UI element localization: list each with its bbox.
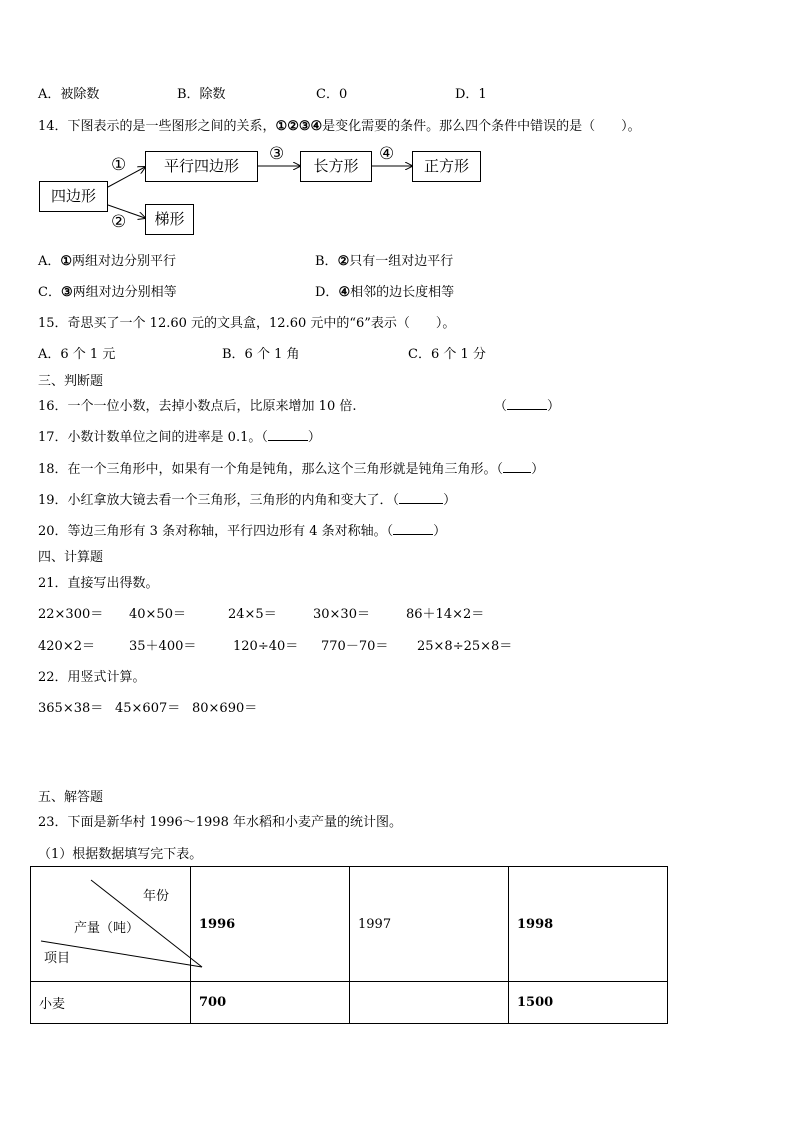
q15-option-c: C．6 个 1 分 [408, 347, 486, 362]
q21-r2-3: 120÷40＝ [233, 639, 299, 654]
box-square: 正方形 [412, 151, 481, 182]
q15-option-b: B．6 个 1 角 [222, 347, 300, 362]
q14-option-a-text: 两组对边分别平行 [72, 254, 177, 269]
q23-stem: 23．下面是新华村 1996～1998 年水稻和小麦产量的统计图。 [38, 815, 402, 830]
q21-r2-5: 25×8÷25×8＝ [417, 639, 513, 654]
table-row-label-wheat: 小麦 [31, 982, 191, 1024]
q18 [38, 458, 544, 477]
table-cell-wheat-1996: 700 [191, 982, 350, 1024]
q21-r2-4: 770－70＝ [321, 639, 389, 654]
q14-option-a [38, 250, 176, 269]
q21-r2-1: 420×2＝ [38, 639, 95, 654]
mark-3: ③ [269, 144, 285, 164]
q21-r1-2: 40×50＝ [129, 607, 186, 622]
table-cell-wheat-1998: 1500 [509, 982, 668, 1024]
q14-option-b-circle: ② [337, 254, 350, 269]
q16-paren-close: ） [547, 399, 561, 414]
q21-r2-2: 35＋400＝ [129, 639, 197, 654]
q19 [38, 489, 456, 508]
q14-option-a-letter: A． [38, 254, 61, 269]
section-5-heading: 五、解答题 [38, 790, 104, 805]
q16-text: 16．一个一位小数，去掉小数点后，比原来增加 10 倍. [38, 399, 357, 414]
q21-r1-4: 30×30＝ [313, 607, 370, 622]
q22-item-1: 365×38＝ [38, 701, 104, 716]
q18-blank[interactable] [503, 472, 531, 473]
q14-option-b [315, 250, 453, 269]
q16-blank[interactable] [507, 409, 547, 410]
q19-blank[interactable] [399, 503, 443, 504]
box-rectangle: 长方形 [300, 151, 372, 182]
q22-item-2: 45×607＝ [115, 701, 181, 716]
q14-stem-suffix: 是变化需要的条件。那么四个条件中错误的是（ ）。 [322, 119, 641, 134]
q18-text: 18．在一个三角形中，如果有一个角是钝角，那么这个三角形就是钝角三角形。 [38, 462, 497, 477]
box-quadrilateral: 四边形 [39, 181, 108, 212]
header-output-label: 产量（吨） [74, 921, 140, 936]
q22-stem: 22．用竖式计算。 [38, 670, 146, 685]
q16 [38, 395, 356, 414]
q18-paren-open: （ [496, 462, 504, 477]
q16-answer [494, 395, 560, 414]
q21-r1-5: 86＋14×2＝ [406, 607, 485, 622]
q17-paren-close: ） [307, 430, 321, 445]
table-diagonal-header [31, 867, 191, 982]
mark-2: ② [111, 212, 127, 232]
q17-text: 17．小数计数单位之间的进率是 0.1。 [38, 430, 262, 445]
q14-option-c-letter: C． [38, 285, 61, 300]
q20-paren-open: （ [386, 524, 394, 539]
q17-paren-open: （ [261, 430, 268, 445]
q14-option-b-text: 只有一组对边平行 [349, 254, 454, 269]
q20 [38, 520, 446, 539]
q13-option-c: C．0 [316, 87, 348, 102]
q14-option-d-letter: D． [315, 285, 339, 300]
q14-option-c-circle: ③ [60, 285, 73, 300]
q20-blank[interactable] [393, 534, 433, 535]
mark-4: ④ [379, 144, 395, 164]
q14-option-c-text: 两组对边分别相等 [72, 285, 177, 300]
table-year-1997: 1997 [350, 867, 509, 982]
section-3-heading: 三、判断题 [38, 374, 104, 389]
q13-option-d: D．1 [455, 87, 487, 102]
table-header-row [31, 867, 668, 982]
q17 [38, 426, 321, 445]
q13-option-b: B．除数 [177, 87, 226, 102]
table-cell-wheat-1997[interactable] [350, 982, 509, 1024]
q16-paren-open: （ [494, 399, 508, 414]
q21-stem: 21．直接写出得数。 [38, 576, 159, 591]
q19-paren-close: ） [443, 493, 457, 508]
q14-option-d-circle: ④ [338, 285, 351, 300]
header-item-label: 项目 [44, 951, 71, 966]
box-trapezoid: 梯形 [145, 204, 194, 235]
q21-r1-3: 24×5＝ [228, 607, 277, 622]
q14-stem-circles: ①②③④ [275, 119, 323, 134]
header-year-label: 年份 [143, 889, 170, 904]
q15-stem: 15．奇思买了一个 12.60 元的文具盒，12.60 元中的“6”表示（ ）。 [38, 316, 456, 331]
q13-option-a: A．被除数 [38, 87, 100, 102]
q18-paren-close: ） [531, 462, 545, 477]
table-row [31, 982, 668, 1024]
q19-text: 19．小红拿放大镜去看一个三角形，三角形的内角和变大了． [38, 493, 393, 508]
q14-option-a-circle: ① [60, 254, 73, 269]
q19-paren-open: （ [392, 493, 400, 508]
q14-option-d [315, 281, 454, 300]
mark-1: ① [111, 155, 127, 175]
q14-option-c [38, 281, 177, 300]
q17-blank[interactable] [268, 440, 308, 441]
table-year-1996: 1996 [191, 867, 350, 982]
box-parallelogram: 平行四边形 [145, 151, 258, 182]
q22-item-3: 80×690＝ [192, 701, 258, 716]
q14-option-d-text: 相邻的边长度相等 [350, 285, 455, 300]
q23-sub1: （1）根据数据填写完下表。 [38, 847, 203, 862]
q23-table [30, 866, 668, 1024]
q21-r1-1: 22×300＝ [38, 607, 104, 622]
q20-paren-close: ） [433, 524, 447, 539]
q15-option-a: A．6 个 1 元 [38, 347, 116, 362]
section-4-heading: 四、计算题 [38, 550, 104, 565]
q14-option-b-letter: B． [315, 254, 338, 269]
table-year-1998: 1998 [509, 867, 668, 982]
q14-stem-prefix: 14．下图表示的是一些图形之间的关系， [38, 119, 276, 134]
q20-text: 20．等边三角形有 3 条对称轴，平行四边形有 4 条对称轴。 [38, 524, 387, 539]
